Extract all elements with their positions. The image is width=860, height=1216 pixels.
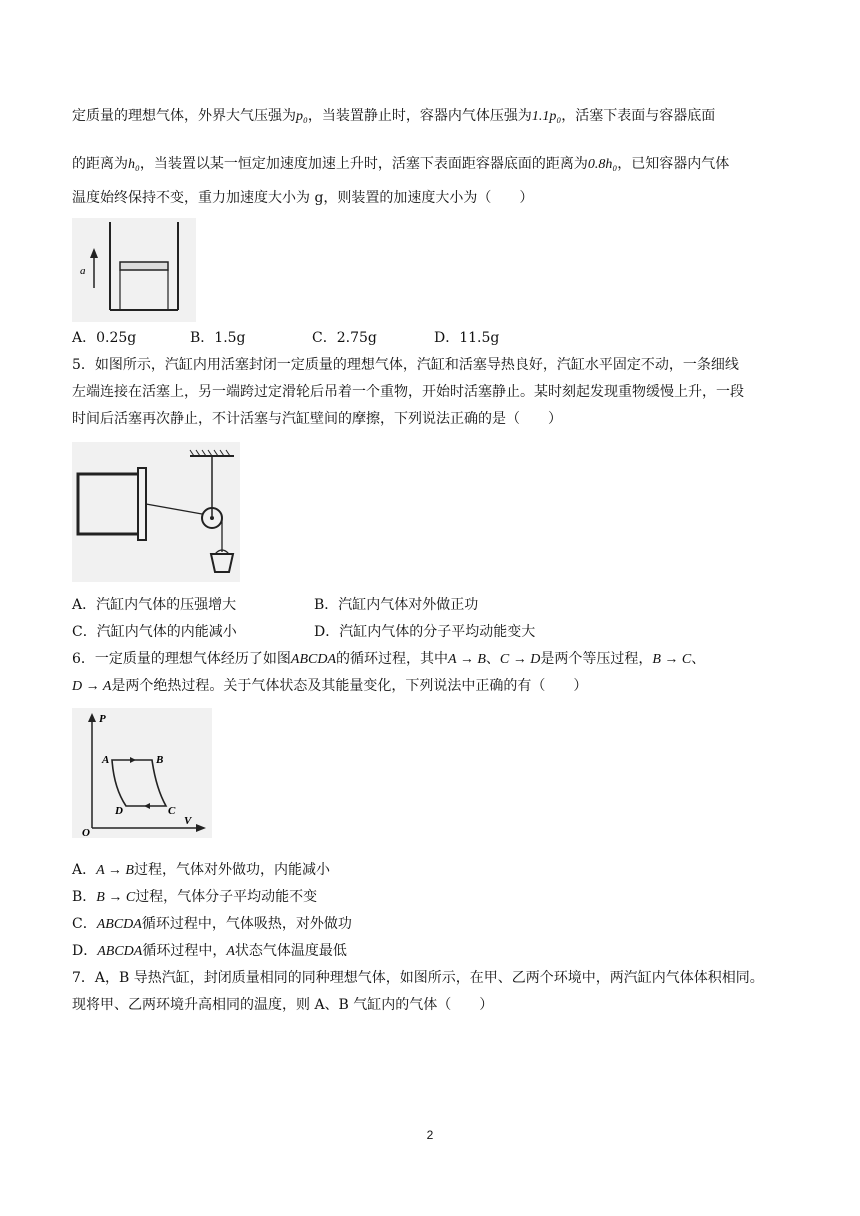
q6-option-a-prefix: A． xyxy=(72,862,97,878)
q4-text: 定质量的理想气体，外界大气压强为 xyxy=(72,108,296,124)
q7-line-1: 7．A，B 导热汽缸，封闭质量相同的同种理想气体，如图所示，在甲、乙两个环境中，两汽缸内气体体积相同。 xyxy=(72,970,764,986)
q4-option-a[interactable]: A．0.25g xyxy=(72,330,137,346)
q6-option-a[interactable] xyxy=(72,860,330,881)
q4-line-2 xyxy=(72,154,729,175)
q6-text: 、 xyxy=(485,651,500,667)
q4-p0: p₀ xyxy=(296,109,308,124)
q6-option-b-prefix: B． xyxy=(72,889,97,905)
q6-process-cd: C → D xyxy=(499,652,541,667)
q6-option-d-text: 状态气体温度最低 xyxy=(234,943,347,959)
q4-line-1 xyxy=(72,106,715,127)
q6-text: 6．一定质量的理想气体经历了如图 xyxy=(72,651,291,667)
q4-accel-label: a xyxy=(80,265,86,277)
q6-option-c[interactable] xyxy=(72,914,352,935)
q6-point-a-label: A xyxy=(102,754,110,766)
q5-option-d[interactable]: D．汽缸内气体的分子平均动能变大 xyxy=(314,624,536,640)
q5-option-c[interactable]: C．汽缸内气体的内能减小 xyxy=(72,624,237,640)
q4-option-c[interactable]: C．2.75g xyxy=(312,330,377,346)
q6-process-ab: A → B xyxy=(448,652,486,667)
q6-text: 、 xyxy=(691,651,706,667)
q4-container-svg xyxy=(72,218,196,322)
q6-option-d-state: A xyxy=(226,944,235,959)
q4-option-b[interactable]: B．1.5g xyxy=(190,330,246,346)
q6-option-b-text: 过程，气体分子平均动能不变 xyxy=(135,889,318,905)
q6-origin-label: O xyxy=(82,827,90,838)
q5-cylinder-svg xyxy=(72,442,240,582)
q5-option-b[interactable]: B．汽缸内气体对外做正功 xyxy=(314,597,479,613)
q4-text: ，活塞下表面与容器底面 xyxy=(561,108,716,124)
q6-line-1 xyxy=(72,649,705,670)
q6-option-a-text: 过程，气体对外做功，内能减小 xyxy=(133,862,330,878)
q6-option-d[interactable] xyxy=(72,941,347,962)
q4-text: ，当装置静止时，容器内气体压强为 xyxy=(307,108,532,124)
q6-option-d-prefix: D． xyxy=(72,943,98,959)
q6-text: 是两个等压过程， xyxy=(540,651,653,667)
q6-option-d-text: 循环过程中， xyxy=(142,943,227,959)
q4-h1: 0.8h₀ xyxy=(587,157,618,172)
q6-text: 是两个绝热过程。关于气体状态及其能量变化，下列说法中正确的有（ ） xyxy=(111,678,588,694)
q5-line-3: 时间后活塞再次静止，不计活塞与汽缸壁间的摩擦，下列说法正确的是（ ） xyxy=(72,411,562,427)
q6-point-c-label: C xyxy=(168,805,176,817)
q6-point-d-label: D xyxy=(115,805,123,817)
q6-pv-svg xyxy=(72,708,212,838)
q5-cylinder-figure xyxy=(72,442,240,582)
page-number: 2 xyxy=(426,1128,434,1142)
q6-abcda: ABCDA xyxy=(290,652,337,667)
q4-line-3: 温度始终保持不变，重力加速度大小为 g，则装置的加速度大小为（ ） xyxy=(72,190,534,206)
q4-h0: h₀ xyxy=(128,157,140,172)
q4-container-figure xyxy=(72,218,196,322)
q4-text: ，已知容器内气体 xyxy=(617,156,730,172)
q6-option-c-text: 循环过程中，气体吸热，对外做功 xyxy=(141,916,352,932)
q5-option-a[interactable]: A．汽缸内气体的压强增大 xyxy=(72,597,237,613)
q6-option-c-prefix: C． xyxy=(72,916,97,932)
q6-line-2 xyxy=(72,676,587,697)
q6-axis-p-label: P xyxy=(99,713,106,725)
q6-option-a-math: A → B xyxy=(96,863,134,878)
q6-process-bc: B → C xyxy=(652,652,692,667)
q4-option-d[interactable]: D．11.5g xyxy=(434,330,500,346)
q5-line-2: 左端连接在活塞上，另一端跨过定滑轮后吊着一个重物，开始时活塞静止。某时刻起发现重物缓慢上升，一段 xyxy=(72,384,744,400)
q6-option-b-math: B → C xyxy=(96,890,136,905)
q5-line-1: 5．如图所示，汽缸内用活塞封闭一定质量的理想气体，汽缸和活塞导热良好，汽缸水平固定不动，一条细线 xyxy=(72,357,739,373)
q4-text: ，当装置以某一恒定加速度加速上升时，活塞下表面距容器底面的距离为 xyxy=(139,156,588,172)
q6-option-b[interactable] xyxy=(72,887,317,908)
q6-text: 的循环过程，其中 xyxy=(336,651,449,667)
q4-p1: 1.1p₀ xyxy=(531,109,562,124)
q6-point-b-label: B xyxy=(156,754,164,766)
q6-process-da: D → A xyxy=(72,679,112,694)
q6-axis-v-label: V xyxy=(184,815,192,827)
q7-line-2: 现将甲、乙两环境升高相同的温度，则 A、B 气缸内的气体（ ） xyxy=(72,997,494,1013)
q6-option-d-math: ABCDA xyxy=(97,944,143,959)
q6-pv-figure xyxy=(72,708,212,838)
q4-text: 的距离为 xyxy=(72,156,128,172)
q6-option-c-math: ABCDA xyxy=(96,917,142,932)
